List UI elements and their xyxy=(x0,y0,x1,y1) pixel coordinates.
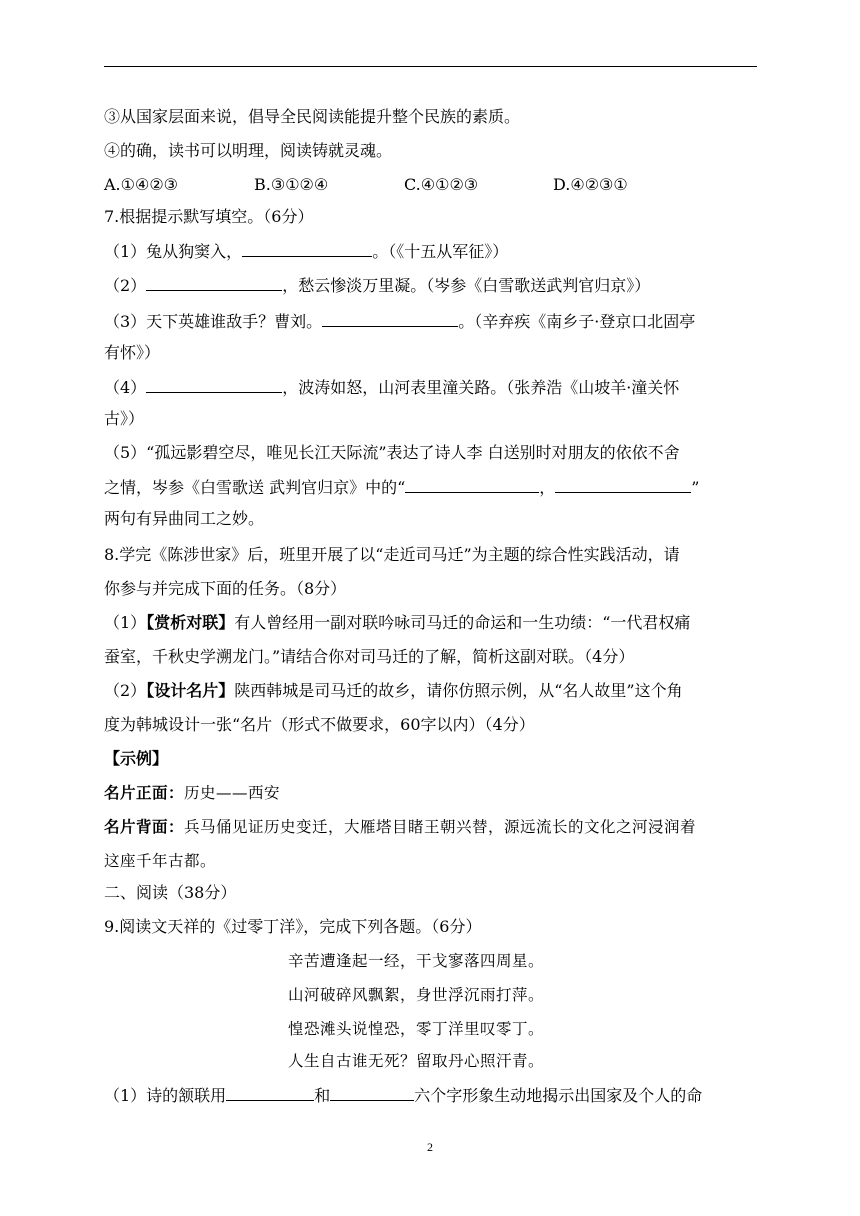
answer-blank[interactable] xyxy=(405,476,539,493)
section-heading: 二、阅读（38分） xyxy=(104,883,237,902)
option-a: A.①④②③ xyxy=(104,175,179,194)
q7-sub-5-end: 两句有异曲同工之妙。 xyxy=(104,509,265,528)
option-c: C.④①②③ xyxy=(404,175,479,194)
q8-sub-1-tag: 【赏析对联】 xyxy=(146,613,235,632)
q7-sub-4-prompt: ，波涛如怒，山河表里潼关路。（张养浩《山坡羊·潼关怀 xyxy=(282,378,680,397)
answer-blank[interactable] xyxy=(226,1084,314,1101)
question-8-title: 8.学完《陈涉世家》后，班里开展了以“走近司马迁”为主题的综合性实践活动，请 xyxy=(104,545,680,564)
card-back xyxy=(104,816,696,838)
q7-sub-5: （5）“孤远影碧空尽，唯见长江天际流”表达了诗人李 白送别时对朋友的依依不舍 xyxy=(104,443,680,462)
poem-line: 人生自古谁无死？留取丹心照汗青。 xyxy=(288,1052,545,1070)
answer-blank[interactable] xyxy=(330,1084,414,1101)
q8-sub-1 xyxy=(104,612,690,634)
q7-sub-4-cont: 古》） xyxy=(104,409,145,428)
card-front-label: 名片正面： xyxy=(104,783,185,802)
example-title: 【示例】 xyxy=(104,749,169,768)
question-9-title: 9.阅读文天祥的《过零丁洋》，完成下列各题。（6分） xyxy=(104,917,482,936)
q8-sub-1-cont: 蚕室，千秋史学溯龙门。”请结合你对司马迁的了解，简析这副对联。（4分） xyxy=(104,647,635,666)
answer-blank[interactable] xyxy=(146,376,282,393)
page-number: 2 xyxy=(427,1140,433,1154)
answer-blank[interactable] xyxy=(242,240,372,257)
q9-sub-1-prompt: （1）诗的颔联用 xyxy=(104,1086,227,1105)
q7-sub-1 xyxy=(104,240,508,263)
q8-sub-1-number: （1） xyxy=(104,613,147,632)
q7-sub-5-cont xyxy=(104,476,699,499)
answer-blank[interactable] xyxy=(146,274,282,291)
q7-sub-2-prompt: ，愁云惨淡万里凝。（岑参《白雪歌送武判官归京》） xyxy=(282,276,651,295)
q8-sub-2 xyxy=(104,680,683,702)
q7-sub-3 xyxy=(104,310,695,333)
q8-sub-2-cont: 度为韩城设计一张“名片（形式不做要求，60字以内）（4分） xyxy=(104,715,535,734)
q7-sub-1-source: 。（《十五从军征》） xyxy=(372,242,509,261)
q7-sub-5-quote: ” xyxy=(691,478,700,497)
answer-options xyxy=(104,174,757,196)
q7-sub-3-prompt: （3）天下英雄谁敌手？曹刘。 xyxy=(104,312,323,331)
q9-sub-1 xyxy=(104,1084,702,1107)
q8-sub-2-text: 陕西韩城是司马迁的故乡，请你仿照示例，从“名人故里”这个角 xyxy=(234,681,683,700)
q8-sub-2-tag: 【设计名片】 xyxy=(146,681,235,700)
poem-line: 辛苦遭逢起一经，干戈寥落四周星。 xyxy=(288,952,545,970)
q7-sub-3-source: 。（辛弃疾《南乡子·登京口北固亭 xyxy=(458,312,696,331)
q7-sub-2-number: （2） xyxy=(104,276,147,295)
q8-sub-1-text: 有人曾经用一副对联吟咏司马迁的命运和一生功绩：“一代君权痛 xyxy=(234,613,691,632)
card-back-label: 名片背面： xyxy=(104,817,185,836)
q7-sub-1-prompt: （1）兔从狗窦入， xyxy=(104,242,243,261)
option-b: B.③①②④ xyxy=(254,175,329,194)
option-d: D.④②③① xyxy=(553,175,628,194)
q8-sub-2-number: （2） xyxy=(104,681,147,700)
poem-line: 惶恐滩头说惶恐，零丁洋里叹零丁。 xyxy=(288,1020,545,1038)
q9-sub-1-text: 六个字形象生动地揭示出国家及个人的命 xyxy=(414,1086,703,1105)
card-back-text: 兵马俑见证历史变迁，大雁塔目睹王朝兴替，源远流长的文化之河浸润着 xyxy=(184,818,697,836)
card-front-text: 历史——西安 xyxy=(184,784,281,802)
answer-blank[interactable] xyxy=(322,310,458,327)
answer-blank[interactable] xyxy=(555,476,691,493)
question-8-title-cont: 你参与并完成下面的任务。（8分） xyxy=(104,579,347,598)
q7-sub-4-number: （4） xyxy=(104,378,147,397)
q7-sub-3-cont: 有怀》） xyxy=(104,343,161,362)
q7-sub-5-comma: ， xyxy=(539,478,556,497)
list-item-3: ③从国家层面来说，倡导全民阅读能提升整个民族的素质。 xyxy=(104,107,521,126)
poem-line: 山河破碎风飘絮，身世浮沉雨打萍。 xyxy=(288,986,545,1004)
question-7-title: 7.根据提示默写填空。（6分） xyxy=(104,207,314,226)
q9-sub-1-and: 和 xyxy=(314,1086,331,1105)
q7-sub-2 xyxy=(104,274,650,297)
card-front xyxy=(104,782,280,804)
header-rule xyxy=(104,66,757,67)
q7-sub-5-prompt: 之情，岑参《白雪歌送 武判官归京》中的“ xyxy=(104,478,406,497)
q7-sub-4 xyxy=(104,376,679,399)
list-item-4: ④的确，读书可以明理，阅读铸就灵魂。 xyxy=(104,141,393,160)
card-back-cont: 这座千年古都。 xyxy=(104,852,217,870)
